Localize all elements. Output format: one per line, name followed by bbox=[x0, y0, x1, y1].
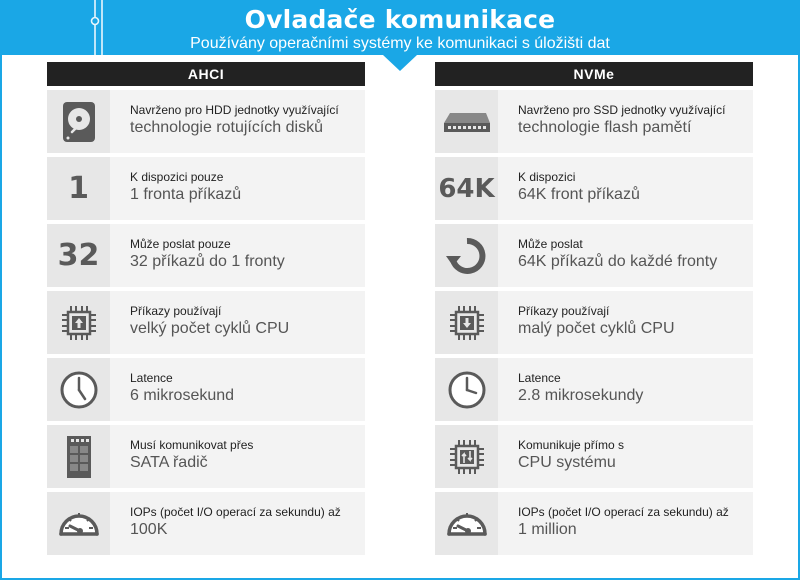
ahci-row-iops bbox=[47, 492, 365, 555]
cpu-up-icon bbox=[47, 291, 110, 354]
row-value: 32 příkazů do 1 fronty bbox=[130, 253, 285, 270]
ahci-row-cpu bbox=[47, 291, 365, 354]
row-caption: K dispozici pouze bbox=[130, 170, 224, 184]
row-value: SATA řadič bbox=[130, 454, 208, 471]
nvme-column bbox=[435, 62, 753, 555]
row-value: 100K bbox=[130, 521, 168, 538]
row-value: malý počet cyklů CPU bbox=[518, 320, 675, 337]
ahci-row-queues bbox=[47, 157, 365, 220]
header-banner bbox=[0, 0, 800, 55]
nvme-row-queues bbox=[435, 157, 753, 220]
ahci-row-latency bbox=[47, 358, 365, 421]
hdd-icon bbox=[47, 90, 110, 153]
nvme-row-design bbox=[435, 90, 753, 153]
cpu-down-icon bbox=[435, 291, 498, 354]
row-value: CPU systému bbox=[518, 454, 616, 471]
cpu-direct-icon bbox=[435, 425, 498, 488]
number-badge: 32 bbox=[57, 238, 100, 273]
number-badge: 1 bbox=[68, 171, 89, 206]
row-value: technologie rotujících disků bbox=[130, 119, 323, 136]
nvme-header: NVMe bbox=[435, 62, 753, 86]
page-title: Ovladače komunikace bbox=[244, 5, 556, 34]
clock-icon bbox=[47, 358, 110, 421]
nvme-row-commands bbox=[435, 224, 753, 287]
row-caption: Příkazy používají bbox=[518, 304, 610, 318]
header-pointer bbox=[383, 55, 417, 71]
row-caption: Může poslat pouze bbox=[130, 237, 231, 251]
nvme-row-cpu bbox=[435, 291, 753, 354]
gauge-icon bbox=[47, 492, 110, 555]
ahci-row-interface bbox=[47, 425, 365, 488]
ahci-header: AHCI bbox=[47, 62, 365, 86]
row-caption: Může poslat bbox=[518, 237, 583, 251]
ssd-icon bbox=[435, 90, 498, 153]
nvme-row-iops bbox=[435, 492, 753, 555]
circuit-decoration-icon bbox=[0, 0, 120, 55]
row-value: 64K příkazů do každé fronty bbox=[518, 253, 718, 270]
row-caption: K dispozici bbox=[518, 170, 576, 184]
nvme-row-interface bbox=[435, 425, 753, 488]
row-caption: Navrženo pro SSD jednotky využívající bbox=[518, 103, 726, 117]
row-caption: Latence bbox=[130, 371, 173, 385]
row-caption: IOPs (počet I/O operací za sekundu) až bbox=[130, 505, 341, 519]
number-64k-icon bbox=[435, 157, 498, 220]
clock-icon bbox=[435, 358, 498, 421]
ahci-column bbox=[47, 62, 365, 555]
ahci-row-commands bbox=[47, 224, 365, 287]
number-badge: 64K bbox=[438, 173, 495, 204]
row-caption: Navrženo pro HDD jednotky využívající bbox=[130, 103, 339, 117]
row-value: 1 fronta příkazů bbox=[130, 186, 242, 203]
page-subtitle: Používány operačními systémy ke komunikaci s úložišti dat bbox=[190, 35, 610, 52]
row-caption: Komunikuje přímo s bbox=[518, 438, 625, 452]
sata-controller-icon bbox=[47, 425, 110, 488]
gauge-icon bbox=[435, 492, 498, 555]
row-caption: IOPs (počet I/O operací za sekundu) až bbox=[518, 505, 729, 519]
row-value: technologie flash pamětí bbox=[518, 119, 692, 136]
row-value: 64K front příkazů bbox=[518, 186, 640, 203]
refresh-icon bbox=[435, 224, 498, 287]
row-value: 6 mikrosekund bbox=[130, 387, 235, 404]
ahci-row-design bbox=[47, 90, 365, 153]
row-value: 2.8 mikrosekundy bbox=[518, 387, 644, 404]
number-1-icon bbox=[47, 157, 110, 220]
row-caption: Musí komunikovat přes bbox=[130, 438, 254, 452]
nvme-row-latency bbox=[435, 358, 753, 421]
row-value: 1 million bbox=[518, 521, 577, 538]
row-value: velký počet cyklů CPU bbox=[130, 320, 290, 337]
number-32-icon bbox=[47, 224, 110, 287]
row-caption: Příkazy používají bbox=[130, 304, 222, 318]
row-caption: Latence bbox=[518, 371, 561, 385]
